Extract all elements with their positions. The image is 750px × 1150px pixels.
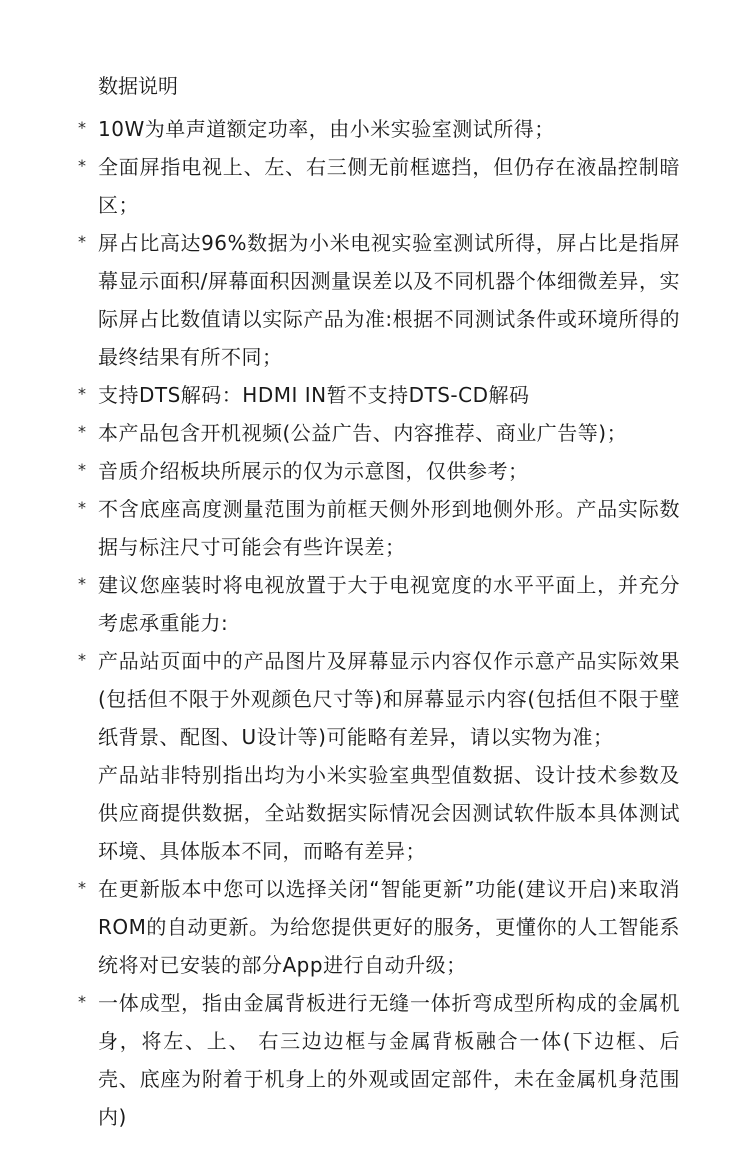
note-item (0, 870, 690, 984)
note-text: 产品站页面中的产品图片及屏幕显示内容仅作示意产品实际效果(包括但不限于外观颜色尺寸等)和屏幕显示内容(包括但不限于壁纸背景、配图、U设计等)可能略有差异，请以实物为准； (98, 649, 680, 749)
note-text: 建议您座装时将电视放置于大于电视宽度的水平平面上，并充分考虑承重能力: (98, 573, 680, 635)
page-title: 数据说明 (98, 74, 178, 98)
note-item (0, 490, 690, 566)
note-text: 全面屏指电视上、左、右三侧无前框遮挡，但仍存在液晶控制暗区； (98, 155, 680, 217)
note-text: 音质介绍板块所展示的仅为示意图，仅供参考； (98, 459, 529, 483)
note-text: 支持DTS解码：HDMI IN暂不支持DTS-CD解码 (98, 383, 530, 407)
note-item (0, 110, 690, 148)
bullet-icon: * (78, 232, 86, 251)
note-item (0, 224, 690, 376)
bullet-icon: * (78, 498, 86, 517)
bullet-icon: * (78, 992, 86, 1011)
bullet-icon: * (78, 460, 86, 479)
note-text: 在更新版本中您可以选择关闭“智能更新”功能(建议开启)来取消ROM的自动更新。为给您提供更好的服务，更懂你的人工智能系统将对已安装的部分App进行自动升级； (98, 877, 680, 977)
note-text: 本产品包含开机视频(公益广告、内容推荐、商业广告等)； (98, 421, 628, 445)
note-text: 一体成型，指由金属背板进行无缝一体折弯成型所构成的金属机身，将左、上、 右三边边框与金属背板融合一体(下边框、后壳、底座为附着于机身上的外观或固定部件，未在金属机身范围内) (98, 991, 680, 1129)
note-item (0, 414, 690, 452)
bullet-icon: * (78, 574, 86, 593)
notes-list (0, 110, 690, 1136)
note-text: 屏占比高达96%数据为小米电视实验室测试所得，屏占比是指屏幕显示面积/屏幕面积因测量误差以及不同机器个体细微差异，实际屏占比数值请以实际产品为准:根据不同测试条件或环境所得的最终结果有所不同； (98, 231, 680, 369)
bullet-icon: * (78, 878, 86, 897)
note-continuation-text: 产品站非特别指出均为小米实验室典型值数据、设计技术参数及供应商提供数据，全站数据实际情况会因测试软件版本具体测试环境、具体版本不同，而略有差异； (98, 763, 680, 863)
note-item (0, 148, 690, 224)
bullet-icon: * (78, 384, 86, 403)
note-item (0, 376, 690, 414)
note-text: 不含底座高度测量范围为前框天侧外形到地侧外形。产品实际数据与标注尺寸可能会有些许误差； (98, 497, 680, 559)
bullet-icon: * (78, 118, 86, 137)
bullet-icon: * (78, 650, 86, 669)
bullet-icon: * (78, 156, 86, 175)
note-text: 10W为单声道额定功率，由小米实验室测试所得； (98, 117, 555, 141)
note-item (0, 566, 690, 642)
note-item (0, 984, 690, 1136)
bullet-icon: * (78, 422, 86, 441)
note-item (0, 452, 690, 490)
note-item (0, 642, 690, 870)
